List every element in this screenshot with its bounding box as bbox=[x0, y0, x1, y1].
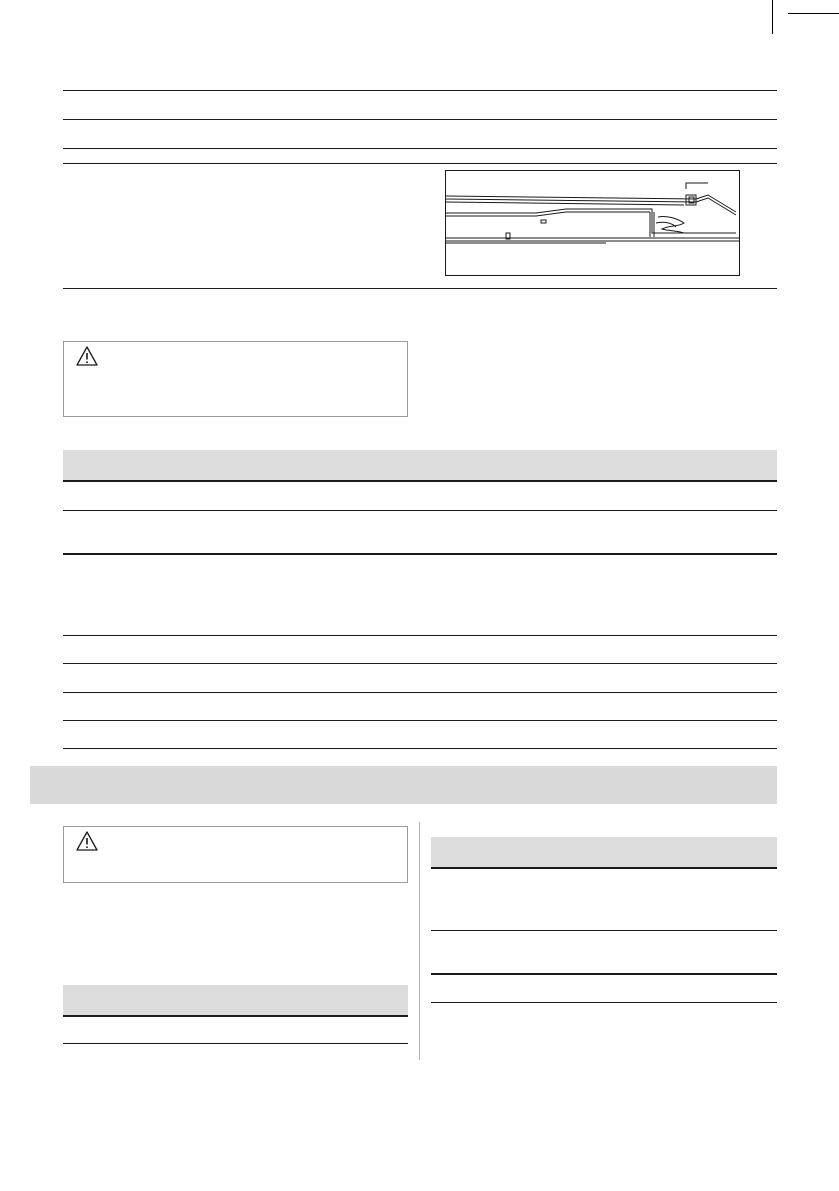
table-header bbox=[63, 450, 777, 481]
table-rule bbox=[63, 119, 777, 120]
table-rule bbox=[63, 692, 777, 693]
section-heading-band bbox=[30, 766, 777, 804]
table-rule bbox=[63, 288, 777, 289]
table-header-rule bbox=[63, 1015, 408, 1017]
shelf-rail-figure bbox=[445, 170, 740, 276]
shelf-rail-illustration bbox=[446, 171, 739, 275]
table-rule bbox=[63, 1043, 408, 1044]
table-rule bbox=[63, 663, 777, 664]
table-header-rule bbox=[63, 480, 777, 482]
column-divider bbox=[419, 822, 420, 1060]
table-header bbox=[63, 985, 408, 1016]
table-rule bbox=[431, 973, 777, 975]
table-header bbox=[431, 837, 777, 868]
table-rule bbox=[431, 930, 777, 931]
table-rule bbox=[63, 553, 777, 555]
table-rule bbox=[63, 148, 777, 149]
table-rule bbox=[63, 635, 777, 636]
warning-triangle-icon bbox=[76, 831, 98, 851]
table-rule bbox=[63, 720, 777, 721]
table-rule bbox=[63, 748, 777, 749]
table-header-rule bbox=[431, 867, 777, 869]
warning-box bbox=[63, 341, 408, 417]
table-rule bbox=[431, 1002, 777, 1003]
table-rule bbox=[63, 510, 777, 511]
warning-box bbox=[63, 826, 408, 883]
crop-mark-horizontal bbox=[788, 13, 839, 14]
crop-mark-vertical bbox=[772, 0, 773, 34]
warning-triangle-icon bbox=[76, 346, 98, 366]
table-rule bbox=[63, 163, 777, 164]
table-rule bbox=[63, 90, 777, 91]
